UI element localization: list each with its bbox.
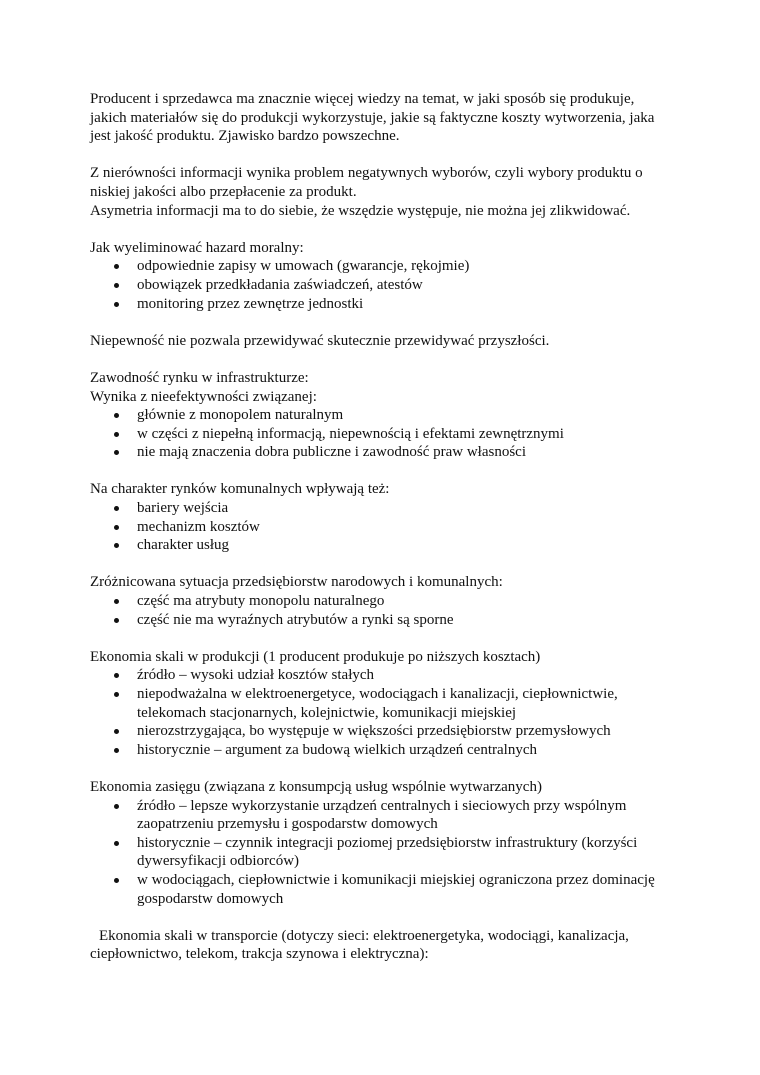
text-line: ciepłownictwo, telekom, trakcja szynowa i elektryczna):	[90, 946, 429, 963]
list-item	[90, 871, 680, 908]
text-line: Na charakter rynków komunalnych wpływają też:	[90, 481, 390, 498]
bullet-icon	[114, 618, 119, 623]
bullet-icon	[114, 748, 119, 753]
list-item-text: historycznie – argument za budową wielkich urządzeń centralnych	[137, 741, 537, 758]
list-market-failure	[90, 406, 680, 462]
list-item-text: mechanizm kosztów	[137, 518, 260, 535]
list-item	[90, 797, 680, 834]
text-line: Zawodność rynku w infrastrukturze:	[90, 369, 309, 386]
list-economies-of-scope	[90, 797, 680, 909]
bullet-icon	[114, 673, 119, 678]
list-enterprises	[90, 592, 680, 629]
list-item	[90, 536, 680, 555]
list-item	[90, 592, 680, 611]
text-line: Producent i sprzedawca ma znacznie więcej wiedzy na temat, w jaki sposób się produkuje,	[90, 91, 635, 107]
list-item	[90, 722, 680, 741]
bullet-icon	[114, 432, 119, 437]
bullet-icon	[114, 841, 119, 846]
paragraph-transport-scale	[90, 927, 680, 964]
text-line: Niepewność nie pozwala przewidywać skutecznie przewidywać przyszłości.	[90, 332, 550, 349]
bullet-icon	[114, 413, 119, 418]
bullet-icon	[114, 804, 119, 809]
paragraph-negative-selection	[90, 164, 680, 220]
list-moral-hazard	[90, 257, 680, 313]
bullet-icon	[114, 302, 119, 307]
list-item	[90, 834, 680, 871]
list-item	[90, 685, 680, 722]
bullet-icon	[114, 283, 119, 288]
list-item-text: źródło – wysoki udział kosztów stałych	[137, 667, 375, 684]
list-item-text: w części z niepełną informacją, niepewnością i efektami zewnętrznymi	[137, 425, 564, 442]
list-item-text: zaopatrzeniu przemysłu i gospodarstw domowych	[137, 816, 438, 833]
list-item-text: dywersyfikacji odbiorców)	[137, 853, 300, 870]
list-item-text: telekomach stacjonarnych, kolejnictwie, komunikacji miejskiej	[137, 704, 517, 721]
list-item	[90, 443, 680, 462]
bullet-icon	[114, 599, 119, 604]
list-item	[90, 295, 680, 314]
spacer	[90, 759, 680, 778]
heading-economies-of-scale	[90, 648, 680, 667]
spacer	[90, 555, 680, 574]
list-item	[90, 741, 680, 760]
list-item	[90, 666, 680, 685]
list-item-text: monitoring przez zewnętrze jednostki	[137, 295, 364, 312]
list-item-text: odpowiednie zapisy w umowach (gwarancje, rękojmie)	[137, 258, 470, 275]
text-line: Zróżnicowana sytuacja przedsiębiorstw narodowych i komunalnych:	[90, 574, 503, 591]
list-item-text: w wodociągach, ciepłownictwie i komunikacji miejskiej ograniczona przez dominację	[137, 871, 655, 888]
text-line: Ekonomia skali w transporcie (dotyczy sieci: elektroenergetyka, wodociągi, kanalizacja,	[99, 927, 629, 944]
spacer	[90, 146, 680, 165]
bullet-icon	[114, 525, 119, 530]
spacer	[90, 462, 680, 481]
list-item	[90, 499, 680, 518]
list-item-text: źródło – lepsze wykorzystanie urządzeń centralnych i sieciowych przy wspólnym	[137, 797, 627, 814]
heading-moral-hazard	[90, 239, 680, 258]
list-item-text: część nie ma wyraźnych atrybutów a rynki są sporne	[137, 611, 454, 628]
paragraph-information-asymmetry	[90, 90, 680, 146]
list-municipal-markets	[90, 499, 680, 555]
list-item-text: nierozstrzygająca, bo występuje w większości przedsiębiorstw przemysłowych	[137, 723, 611, 740]
list-item-text: część ma atrybuty monopolu naturalnego	[137, 593, 385, 610]
list-item	[90, 425, 680, 444]
text-line: Jak wyeliminować hazard moralny:	[90, 239, 304, 256]
bullet-icon	[114, 692, 119, 697]
bullet-icon	[114, 543, 119, 548]
spacer	[90, 629, 680, 648]
list-item-text: głównie z monopolem naturalnym	[137, 407, 344, 424]
bullet-icon	[114, 729, 119, 734]
list-item	[90, 276, 680, 295]
list-item-text: nie mają znaczenia dobra publiczne i zawodność praw własności	[137, 444, 527, 461]
bullet-icon	[114, 450, 119, 455]
text-line: Asymetria informacji ma to do siebie, że wszędzie występuje, nie można jej zlikwidować.	[90, 202, 631, 219]
text-line: jakich materiałów się do produkcji wykorzystuje, jakie są faktyczne koszty wytworzenia, jaka	[90, 109, 655, 126]
heading-municipal-markets	[90, 480, 680, 499]
bullet-icon	[114, 264, 119, 269]
text-line: Wynika z nieefektywności związanej:	[90, 388, 317, 405]
bullet-icon	[114, 878, 119, 883]
list-item-text: niepodważalna w elektroenergetyce, wodociągach i kanalizacji, ciepłownictwie,	[137, 686, 618, 702]
text-line: jest jakość produktu. Zjawisko bardzo powszechne.	[90, 128, 400, 145]
list-item	[90, 611, 680, 630]
heading-economies-of-scope	[90, 778, 680, 797]
paragraph-uncertainty	[90, 332, 680, 351]
heading-enterprises	[90, 573, 680, 592]
bullet-icon	[114, 506, 119, 511]
list-item-text: bariery wejścia	[137, 500, 229, 517]
list-item-text: obowiązek przedkładania zaświadczeń, atestów	[137, 276, 423, 293]
text-line: niskiej jakości albo przepłacenie za produkt.	[90, 183, 357, 200]
spacer	[90, 908, 680, 927]
list-item-text: gospodarstw domowych	[137, 890, 284, 907]
spacer	[90, 313, 680, 332]
list-item	[90, 518, 680, 537]
text-line: Ekonomia skali w produkcji (1 producent produkuje po niższych kosztach)	[90, 648, 541, 665]
list-item	[90, 406, 680, 425]
text-line: Ekonomia zasięgu (związana z konsumpcją usług wspólnie wytwarzanych)	[90, 778, 542, 795]
text-line: Z nierówności informacji wynika problem negatywnych wyborów, czyli wybory produktu o	[90, 165, 643, 182]
list-item	[90, 257, 680, 276]
list-item-text: charakter usług	[137, 537, 230, 554]
spacer	[90, 350, 680, 369]
heading-market-failure	[90, 369, 680, 406]
list-item-text: historycznie – czynnik integracji poziomej przedsiębiorstw infrastruktury (korzyści	[137, 834, 638, 851]
document-page	[90, 90, 680, 964]
list-economies-of-scale	[90, 666, 680, 759]
spacer	[90, 220, 680, 239]
